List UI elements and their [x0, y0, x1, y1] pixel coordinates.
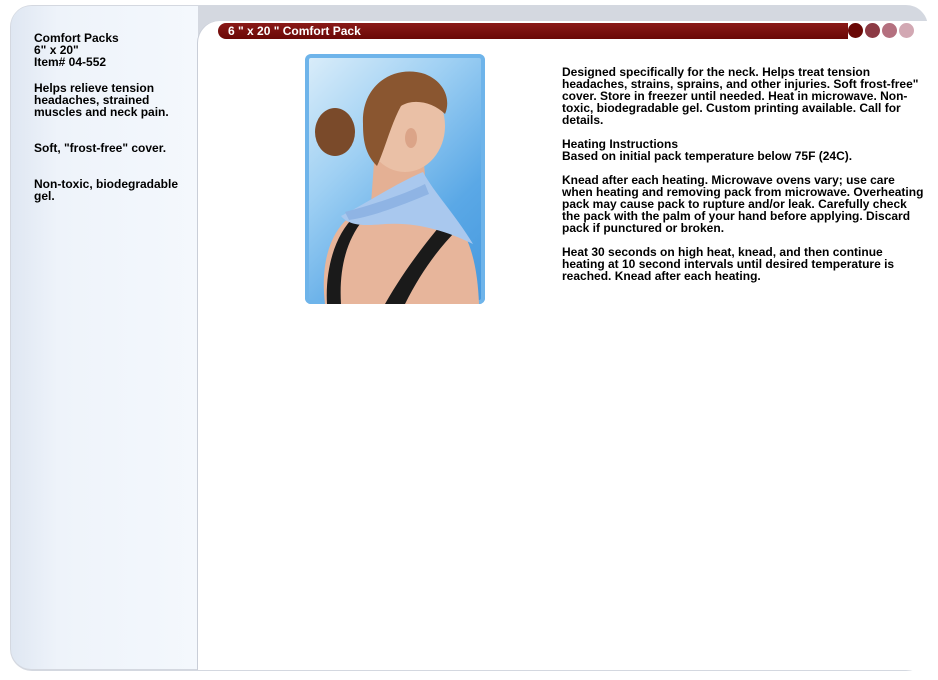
- sidebar-product-info: [34, 32, 194, 202]
- dot-icon: [865, 23, 880, 38]
- feature-relief: Helps relieve tension headaches, strained muscles and neck pain.: [34, 81, 169, 119]
- product-description: [562, 66, 928, 294]
- description-intro: Designed specifically for the neck. Helps treat tension headaches, strains, sprains, and other injuries. Soft frost-free" cover. Store in freezer until needed. Heat in microwave. Non-toxic, biodegradable gel. Custom printing available. Call for details.: [562, 65, 919, 127]
- heating-instructions-subheading: Based on initial pack temperature below 75F (24C).: [562, 149, 853, 163]
- dot-icon: [899, 23, 914, 38]
- knead-warning: Knead after each heating. Microwave ovens vary; use care when heating and removing pack from microwave. Overheating pack may cause pack to rupture and/or leak. Carefully check the pack with the palm of your hand before applying. Discard pack if punctured or broken.: [562, 173, 924, 235]
- heating-steps: Heat 30 seconds on high heat, knead, and then continue heating at 10 second intervals until desired temperature is reached. Knead after each heating.: [562, 245, 895, 283]
- decorative-dots: [848, 23, 918, 39]
- product-photo: [305, 54, 485, 304]
- dot-icon: [848, 23, 863, 38]
- dot-icon: [882, 23, 897, 38]
- woman-with-neck-pack-image: [305, 54, 485, 304]
- product-item-number: Item# 04-552: [34, 55, 107, 69]
- feature-cover: Soft, "frost-free" cover.: [34, 141, 167, 155]
- title-bar: [218, 23, 848, 39]
- heating-instructions-heading: Heating Instructions: [562, 137, 679, 151]
- product-size: 6" x 20": [34, 43, 79, 57]
- product-category: Comfort Packs: [34, 31, 119, 45]
- page-title: 6 " x 20 " Comfort Pack: [228, 24, 361, 38]
- feature-gel: Non-toxic, biodegradable gel.: [34, 177, 179, 203]
